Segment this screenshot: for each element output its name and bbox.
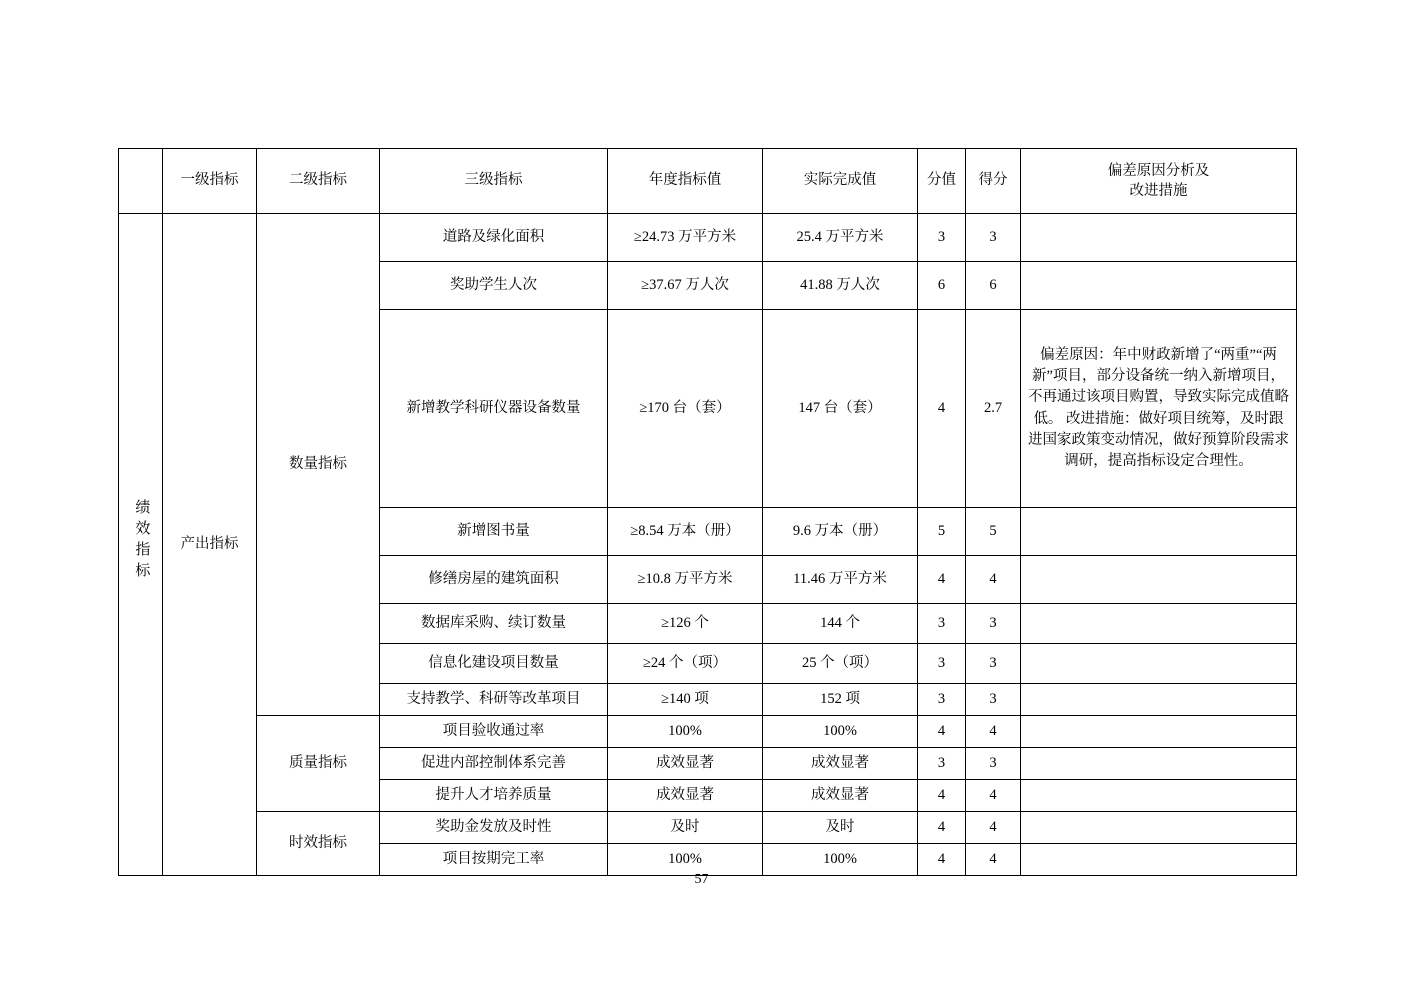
indicator-score-got: 3 bbox=[966, 214, 1021, 262]
indicator-note bbox=[1021, 262, 1297, 310]
indicator-target: ≥140 项 bbox=[608, 684, 763, 716]
indicator-score-got: 3 bbox=[966, 748, 1021, 780]
indicator-note bbox=[1021, 748, 1297, 780]
indicator-score-got: 6 bbox=[966, 262, 1021, 310]
indicator-score-total: 3 bbox=[918, 684, 966, 716]
indicator-note bbox=[1021, 684, 1297, 716]
indicator-target: 成效显著 bbox=[608, 748, 763, 780]
indicator-name: 新增教学科研仪器设备数量 bbox=[380, 310, 608, 508]
indicator-target: ≥126 个 bbox=[608, 604, 763, 644]
indicator-name: 项目按期完工率 bbox=[380, 844, 608, 876]
indicator-actual: 11.46 万平方米 bbox=[763, 556, 918, 604]
indicator-target: 成效显著 bbox=[608, 780, 763, 812]
indicator-score-total: 4 bbox=[918, 310, 966, 508]
indicator-actual: 成效显著 bbox=[763, 748, 918, 780]
header-blank-cell bbox=[119, 149, 163, 214]
indicator-score-got: 4 bbox=[966, 556, 1021, 604]
indicator-target: ≥10.8 万平方米 bbox=[608, 556, 763, 604]
header-level2: 二级指标 bbox=[257, 149, 380, 214]
indicator-score-got: 4 bbox=[966, 716, 1021, 748]
indicator-score-total: 6 bbox=[918, 262, 966, 310]
header-score-total: 分值 bbox=[918, 149, 966, 214]
indicator-actual: 144 个 bbox=[763, 604, 918, 644]
indicator-note bbox=[1021, 508, 1297, 556]
indicator-note bbox=[1021, 644, 1297, 684]
indicator-target: ≥170 台（套） bbox=[608, 310, 763, 508]
indicator-target: ≥24.73 万平方米 bbox=[608, 214, 763, 262]
indicator-target: 及时 bbox=[608, 812, 763, 844]
indicator-name: 修缮房屋的建筑面积 bbox=[380, 556, 608, 604]
indicator-note bbox=[1021, 780, 1297, 812]
header-deviation-analysis bbox=[1021, 149, 1297, 214]
indicator-actual: 152 项 bbox=[763, 684, 918, 716]
indicator-actual: 41.88 万人次 bbox=[763, 262, 918, 310]
indicator-target: ≥37.67 万人次 bbox=[608, 262, 763, 310]
indicator-note bbox=[1021, 556, 1297, 604]
indicator-score-got: 2.7 bbox=[966, 310, 1021, 508]
table-header-row bbox=[119, 149, 1297, 214]
indicator-score-got: 3 bbox=[966, 684, 1021, 716]
col-performance-indicator bbox=[119, 214, 163, 876]
indicator-actual: 100% bbox=[763, 844, 918, 876]
indicator-actual: 147 台（套） bbox=[763, 310, 918, 508]
group-quality-indicator: 质量指标 bbox=[257, 716, 380, 812]
indicator-name: 新增图书量 bbox=[380, 508, 608, 556]
indicator-actual: 100% bbox=[763, 716, 918, 748]
indicator-score-got: 3 bbox=[966, 644, 1021, 684]
indicator-name: 支持教学、科研等改革项目 bbox=[380, 684, 608, 716]
indicator-target: ≥24 个（项） bbox=[608, 644, 763, 684]
indicator-score-total: 4 bbox=[918, 844, 966, 876]
indicator-note bbox=[1021, 604, 1297, 644]
indicator-score-total: 3 bbox=[918, 214, 966, 262]
group-quantity-indicator: 数量指标 bbox=[257, 214, 380, 716]
indicator-note bbox=[1021, 716, 1297, 748]
indicator-score-total: 4 bbox=[918, 780, 966, 812]
performance-indicator-table bbox=[118, 148, 1297, 876]
indicator-name: 信息化建设项目数量 bbox=[380, 644, 608, 684]
indicator-name: 数据库采购、续订数量 bbox=[380, 604, 608, 644]
header-actual-value: 实际完成值 bbox=[763, 149, 918, 214]
indicator-score-total: 3 bbox=[918, 644, 966, 684]
indicator-actual: 9.6 万本（册） bbox=[763, 508, 918, 556]
col-performance-indicator-label: 绩效指标 bbox=[133, 498, 150, 583]
indicator-name: 奖助金发放及时性 bbox=[380, 812, 608, 844]
table-row bbox=[119, 214, 1297, 262]
indicator-score-total: 3 bbox=[918, 604, 966, 644]
indicator-note: 偏差原因：年中财政新增了“两重”“两新”项目，部分设备统一纳入新增项目，不再通过该项目购置，导致实际完成值略低。 改进措施：做好项目统筹，及时跟进国家政策变动情况，做好预算阶段需求调研，提高指标设定合理性。 bbox=[1021, 310, 1297, 508]
indicator-actual: 成效显著 bbox=[763, 780, 918, 812]
header-deviation-line1: 偏差原因分析及 bbox=[1107, 162, 1210, 179]
indicator-target: 100% bbox=[608, 844, 763, 876]
indicator-note bbox=[1021, 812, 1297, 844]
header-annual-target: 年度指标值 bbox=[608, 149, 763, 214]
indicator-target: 100% bbox=[608, 716, 763, 748]
indicator-target: ≥8.54 万本（册） bbox=[608, 508, 763, 556]
indicator-name: 提升人才培养质量 bbox=[380, 780, 608, 812]
indicator-note bbox=[1021, 844, 1297, 876]
page-number: 57 bbox=[694, 872, 709, 887]
indicator-score-got: 4 bbox=[966, 780, 1021, 812]
header-score-got: 得分 bbox=[966, 149, 1021, 214]
indicator-name: 促进内部控制体系完善 bbox=[380, 748, 608, 780]
indicator-score-total: 5 bbox=[918, 508, 966, 556]
indicator-score-total: 3 bbox=[918, 748, 966, 780]
performance-table-container bbox=[118, 148, 1296, 876]
indicator-actual: 25.4 万平方米 bbox=[763, 214, 918, 262]
indicator-name: 奖助学生人次 bbox=[380, 262, 608, 310]
header-level1: 一级指标 bbox=[163, 149, 257, 214]
indicator-score-got: 3 bbox=[966, 604, 1021, 644]
col-output-indicator: 产出指标 bbox=[163, 214, 257, 876]
group-timeliness-indicator: 时效指标 bbox=[257, 812, 380, 876]
indicator-note bbox=[1021, 214, 1297, 262]
table-row bbox=[119, 716, 1297, 748]
indicator-name: 道路及绿化面积 bbox=[380, 214, 608, 262]
indicator-score-total: 4 bbox=[918, 556, 966, 604]
indicator-score-total: 4 bbox=[918, 812, 966, 844]
indicator-actual: 25 个（项） bbox=[763, 644, 918, 684]
indicator-score-total: 4 bbox=[918, 716, 966, 748]
indicator-score-got: 5 bbox=[966, 508, 1021, 556]
indicator-score-got: 4 bbox=[966, 844, 1021, 876]
header-deviation-line2: 改进措施 bbox=[1129, 183, 1188, 199]
indicator-score-got: 4 bbox=[966, 812, 1021, 844]
header-level3: 三级指标 bbox=[380, 149, 608, 214]
indicator-name: 项目验收通过率 bbox=[380, 716, 608, 748]
indicator-actual: 及时 bbox=[763, 812, 918, 844]
table-row bbox=[119, 812, 1297, 844]
